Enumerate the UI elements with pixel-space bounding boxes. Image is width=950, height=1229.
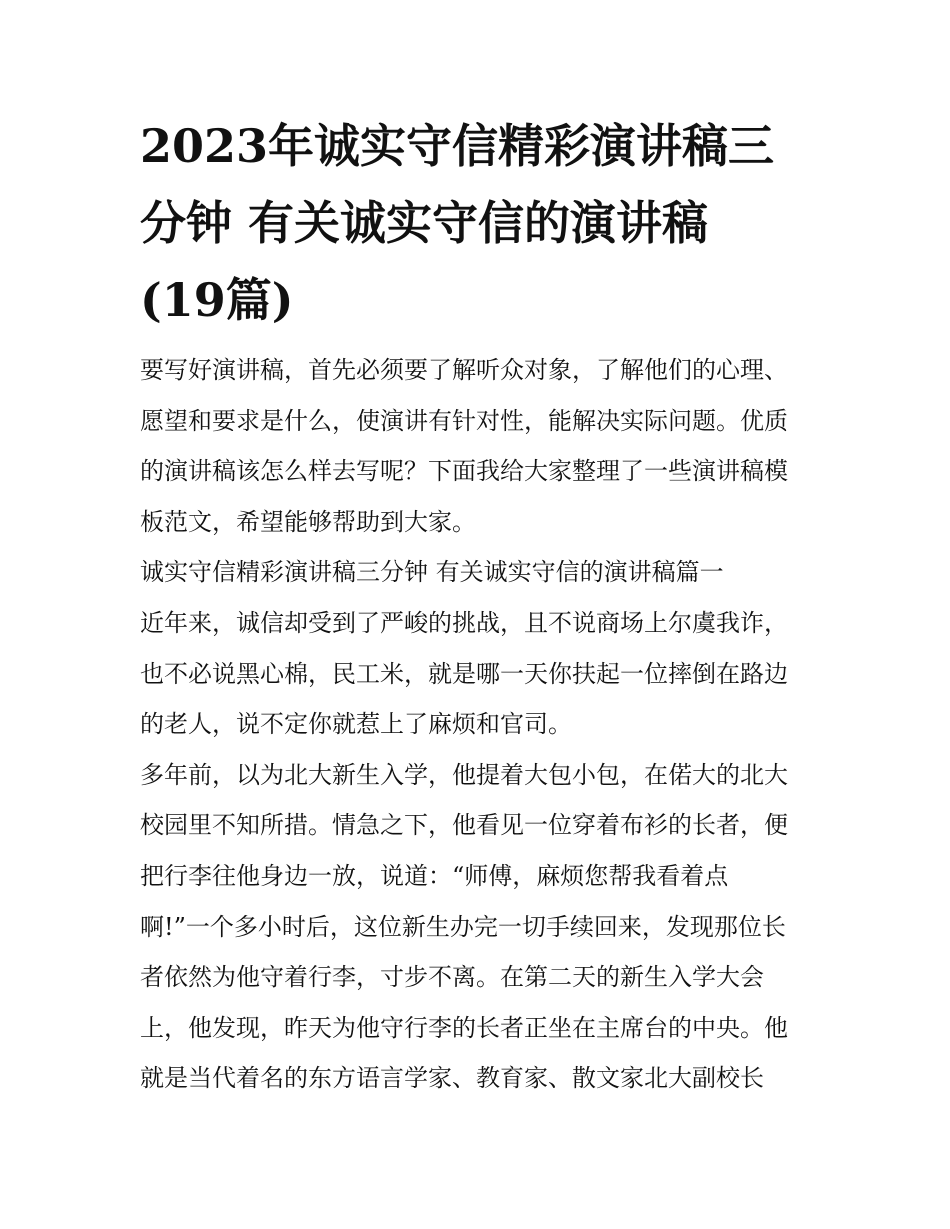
title-line-2: 分钟 有关诚实守信的演讲稿 bbox=[140, 196, 709, 250]
body-line: 近年来，诚信却受到了严峻的挑战，且不说商场上尔虞我诈， bbox=[140, 608, 788, 637]
body-line: 板范文，希望能够帮助到大家。 bbox=[140, 507, 476, 536]
body-line: 的演讲稿该怎么样去写呢？下面我给大家整理了一些演讲稿模 bbox=[140, 457, 788, 486]
body-line: 把行李往他身边一放，说道：“师傅，麻烦您帮我看着点 bbox=[140, 861, 729, 890]
body-line: 啊!”一个多小时后，这位新生办完一切手续回来，发现那位长 bbox=[140, 912, 786, 941]
body-line: 就是当代着名的东方语言学家、教育家、散文家北大副校长 bbox=[140, 1064, 764, 1093]
document-content bbox=[140, 108, 820, 1104]
section-heading: 诚实守信精彩演讲稿三分钟 有关诚实守信的演讲稿篇一 bbox=[140, 558, 724, 587]
document-title bbox=[140, 108, 820, 339]
body-line: 也不必说黑心棉，民工米，就是哪一天你扶起一位摔倒在路边 bbox=[140, 659, 788, 688]
body-line: 多年前，以为北大新生入学，他提着大包小包，在偌大的北大 bbox=[140, 760, 788, 789]
body-line: 校园里不知所措。情急之下，他看见一位穿着布衫的长者，便 bbox=[140, 811, 788, 840]
body-line: 者依然为他守着行李，寸步不离。在第二天的新生入学大会 bbox=[140, 963, 764, 992]
body-line: 愿望和要求是什么，使演讲有针对性，能解决实际问题。优质 bbox=[140, 406, 788, 435]
title-line-1: 2023年诚实守信精彩演讲稿三 bbox=[140, 119, 775, 173]
body-line: 的老人，说不定你就惹上了麻烦和官司。 bbox=[140, 710, 572, 739]
body-line: 要写好演讲稿，首先必须要了解听众对象，了解他们的心理、 bbox=[140, 356, 788, 384]
title-line-3: (19篇) bbox=[140, 273, 294, 327]
body-line: 上，他发现，昨天为他守行李的长者正坐在主席台的中央。他 bbox=[140, 1013, 788, 1042]
document-body bbox=[140, 345, 820, 1104]
